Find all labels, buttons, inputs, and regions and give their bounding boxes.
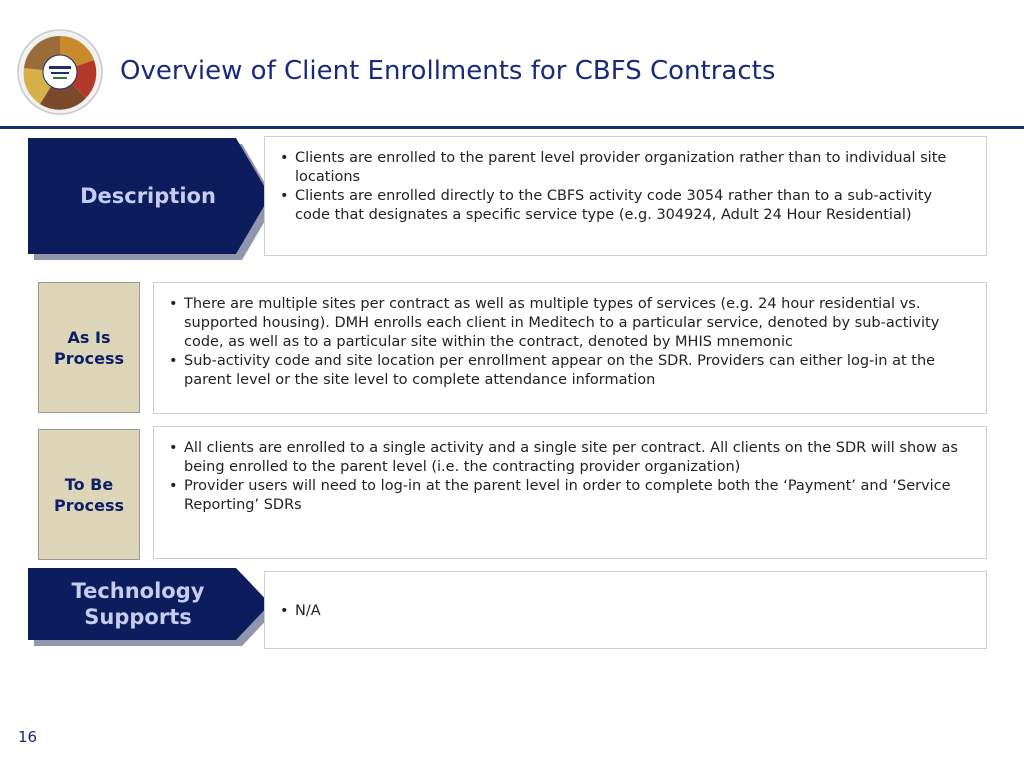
description-bullet: • Clients are enrolled to the parent level provider organization rather than to individual site locations xyxy=(277,149,970,187)
technology-bullet: • N/A xyxy=(277,602,970,621)
as-is-label xyxy=(38,282,140,413)
as-is-content xyxy=(153,282,987,414)
technology-content xyxy=(264,571,987,649)
page-number: 16 xyxy=(18,728,38,746)
as-is-bullet: • There are multiple sites per contract as well as multiple types of services (e.g. 24 hour residential vs. supported housing). DMH enrolls each client in Meditech to a particular service, denoted by sub-activity code, as well as to a particular site within the contract, denoted by MHIS mnemonic xyxy=(166,295,970,352)
to-be-bullet: • Provider users will need to log-in at the parent level in order to complete both the ‘Payment’ and ‘Service Reporting’ SDRs xyxy=(166,477,970,515)
description-label: Description xyxy=(80,184,216,208)
technology-label: Technology Supports xyxy=(71,579,205,629)
page-title: Overview of Client Enrollments for CBFS Contracts xyxy=(120,56,776,86)
description-arrow xyxy=(28,138,264,260)
as-is-label-text: As Is Process xyxy=(54,327,124,368)
technology-arrow xyxy=(28,568,264,646)
virtual-gateway-logo xyxy=(16,28,104,116)
title-divider xyxy=(0,126,1024,129)
to-be-label xyxy=(38,429,140,560)
as-is-bullet: • Sub-activity code and site location per enrollment appear on the SDR. Providers can either log-in at the parent level or the site level to complete attendance information xyxy=(166,352,970,390)
description-content xyxy=(264,136,987,256)
description-bullet: • Clients are enrolled directly to the CBFS activity code 3054 rather than to a sub-activity code that designates a specific service type (e.g. 304924, Adult 24 Hour Residential) xyxy=(277,187,970,225)
to-be-bullet: • All clients are enrolled to a single activity and a single site per contract. All clients on the SDR will show as being enrolled to the parent level (i.e. the contracting provider organization) xyxy=(166,439,970,477)
to-be-label-text: To Be Process xyxy=(54,474,124,515)
to-be-content xyxy=(153,426,987,559)
